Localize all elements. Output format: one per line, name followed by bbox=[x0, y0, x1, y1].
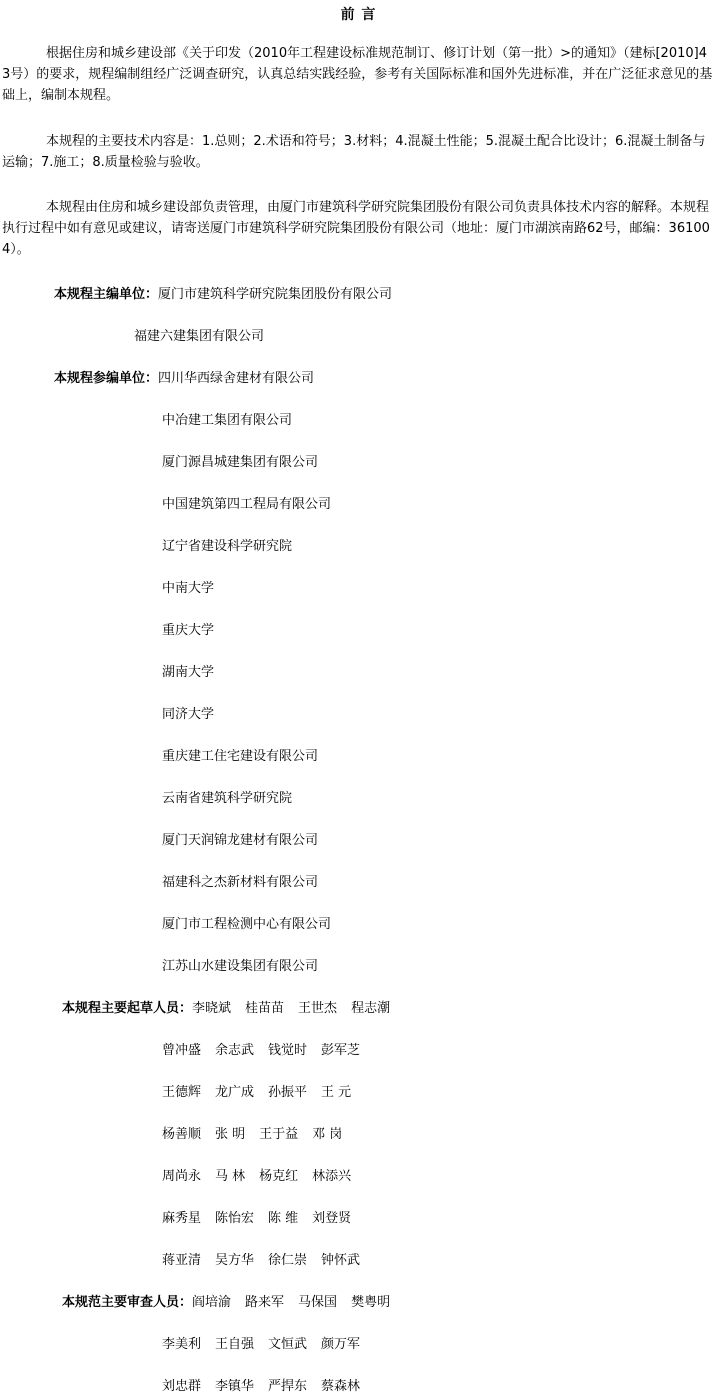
drafters-row bbox=[162, 1251, 374, 1271]
paragraph-contents: 本规程的主要技术内容是：1.总则；2.术语和符号；3.材料；4.混凝土性能；5.混凝土配合比设计；6.混凝土制备与运输；7.施工；8.质量检验与验收。 bbox=[2, 134, 706, 170]
participating-unit-item: 江苏山水建设集团有限公司 bbox=[162, 959, 319, 974]
drafters-row bbox=[162, 1041, 374, 1061]
drafter-name: 曾冲盛 bbox=[162, 1043, 202, 1058]
page-title: 前 言 bbox=[340, 7, 377, 23]
drafter-name: 吴方华 bbox=[215, 1253, 255, 1268]
participating-unit-item: 湖南大学 bbox=[162, 665, 215, 680]
drafters-label: 本规程主要起草人员： bbox=[62, 1001, 193, 1016]
participating-unit-item: 云南省建筑科学研究院 bbox=[162, 791, 293, 806]
drafter-name: 马 林 bbox=[215, 1169, 246, 1184]
drafter-name: 陈怡宏 bbox=[215, 1211, 255, 1226]
participating-unit-item: 中国建筑第四工程局有限公司 bbox=[162, 497, 332, 512]
participating-unit-item: 厦门源昌城建集团有限公司 bbox=[162, 455, 319, 470]
paragraph-basis: 根据住房和城乡建设部《关于印发（2010年工程建设标准规范制订、修订计划（第一批）>的通知》（建标[2010]43号）的要求，规程编制组经广泛调查研究，认真总结实践经验，参考有关国际标准和国外先进标准，并在广泛征求意见的基础上，编制本规程。 bbox=[2, 46, 713, 103]
reviewer-name: 李美利 bbox=[162, 1337, 202, 1352]
drafter-name: 李晓斌 bbox=[192, 1001, 232, 1016]
reviewers-line bbox=[62, 1293, 404, 1313]
chief-unit-item: 厦门市建筑科学研究院集团股份有限公司 bbox=[158, 287, 393, 302]
drafter-name: 刘登贤 bbox=[312, 1211, 352, 1226]
drafter-name: 彭军芝 bbox=[321, 1043, 361, 1058]
drafter-name: 陈 维 bbox=[268, 1211, 299, 1226]
participating-unit-item: 辽宁省建设科学研究院 bbox=[162, 539, 293, 554]
reviewer-name: 马保国 bbox=[298, 1295, 338, 1310]
drafter-name: 王世杰 bbox=[298, 1001, 338, 1016]
drafter-name: 林添兴 bbox=[312, 1169, 352, 1184]
paragraph-management: 本规程由住房和城乡建设部负责管理，由厦门市建筑科学研究院集团股份有限公司负责具体技术内容的解释。本规程执行过程中如有意见或建议，请寄送厦门市建筑科学研究院集团股份有限公司（地址：厦门市湖滨南路62号，邮编：361004）。 bbox=[2, 200, 710, 257]
reviewer-name: 王自强 bbox=[215, 1337, 255, 1352]
drafter-name: 蒋亚清 bbox=[162, 1253, 202, 1268]
participating-unit-item: 重庆建工住宅建设有限公司 bbox=[162, 749, 319, 764]
chief-units-line bbox=[54, 285, 392, 305]
drafter-name: 麻秀星 bbox=[162, 1211, 202, 1226]
drafter-name: 王于益 bbox=[259, 1127, 299, 1142]
reviewers-label: 本规范主要审查人员： bbox=[62, 1295, 193, 1310]
participating-unit-item: 同济大学 bbox=[162, 707, 215, 722]
participating-unit-item: 中冶建工集团有限公司 bbox=[162, 413, 293, 428]
reviewer-name: 文恒武 bbox=[268, 1337, 308, 1352]
drafter-name: 程志潮 bbox=[351, 1001, 391, 1016]
chief-unit-item: 福建六建集团有限公司 bbox=[134, 329, 265, 344]
drafters-row bbox=[162, 1167, 365, 1187]
drafter-name: 王德辉 bbox=[162, 1085, 202, 1100]
reviewer-name: 阎培渝 bbox=[192, 1295, 232, 1310]
drafter-name: 杨善顺 bbox=[162, 1127, 202, 1142]
reviewer-name: 李镇华 bbox=[215, 1379, 255, 1394]
drafter-name: 钱觉时 bbox=[268, 1043, 308, 1058]
drafters-row bbox=[162, 1083, 365, 1103]
drafter-name: 孙振平 bbox=[268, 1085, 308, 1100]
chief-units-label: 本规程主编单位： bbox=[54, 287, 159, 302]
reviewer-name: 蔡森林 bbox=[321, 1379, 361, 1394]
reviewer-name: 樊粤明 bbox=[351, 1295, 391, 1310]
reviewer-name: 路来军 bbox=[245, 1295, 285, 1310]
participating-unit-item: 重庆大学 bbox=[162, 623, 215, 638]
participating-unit-item: 四川华西绿舍建材有限公司 bbox=[158, 371, 315, 386]
participating-unit-item: 厦门天润锦龙建材有限公司 bbox=[162, 833, 319, 848]
drafters-row bbox=[162, 1209, 365, 1229]
drafters-line bbox=[62, 999, 404, 1019]
participating-unit-item: 中南大学 bbox=[162, 581, 215, 596]
drafters-row bbox=[162, 1125, 356, 1145]
drafter-name: 张 明 bbox=[215, 1127, 246, 1142]
participating-unit-item: 福建科之杰新材料有限公司 bbox=[162, 875, 319, 890]
reviewer-name: 颜万军 bbox=[321, 1337, 361, 1352]
reviewer-name: 严捍东 bbox=[268, 1379, 308, 1394]
drafter-name: 余志武 bbox=[215, 1043, 255, 1058]
drafter-name: 周尚永 bbox=[162, 1169, 202, 1184]
reviewers-row bbox=[162, 1377, 374, 1397]
drafter-name: 桂苗苗 bbox=[245, 1001, 285, 1016]
drafter-name: 钟怀武 bbox=[321, 1253, 361, 1268]
participating-unit-item: 厦门市工程检测中心有限公司 bbox=[162, 917, 332, 932]
drafter-name: 王 元 bbox=[321, 1085, 352, 1100]
reviewer-name: 刘忠群 bbox=[162, 1379, 202, 1394]
drafter-name: 徐仁崇 bbox=[268, 1253, 308, 1268]
participating-units-label: 本规程参编单位： bbox=[54, 371, 159, 386]
drafter-name: 龙广成 bbox=[215, 1085, 255, 1100]
drafter-name: 杨克红 bbox=[259, 1169, 299, 1184]
participating-units-line bbox=[54, 369, 314, 389]
reviewers-row bbox=[162, 1335, 374, 1355]
drafter-name: 邓 岗 bbox=[312, 1127, 343, 1142]
